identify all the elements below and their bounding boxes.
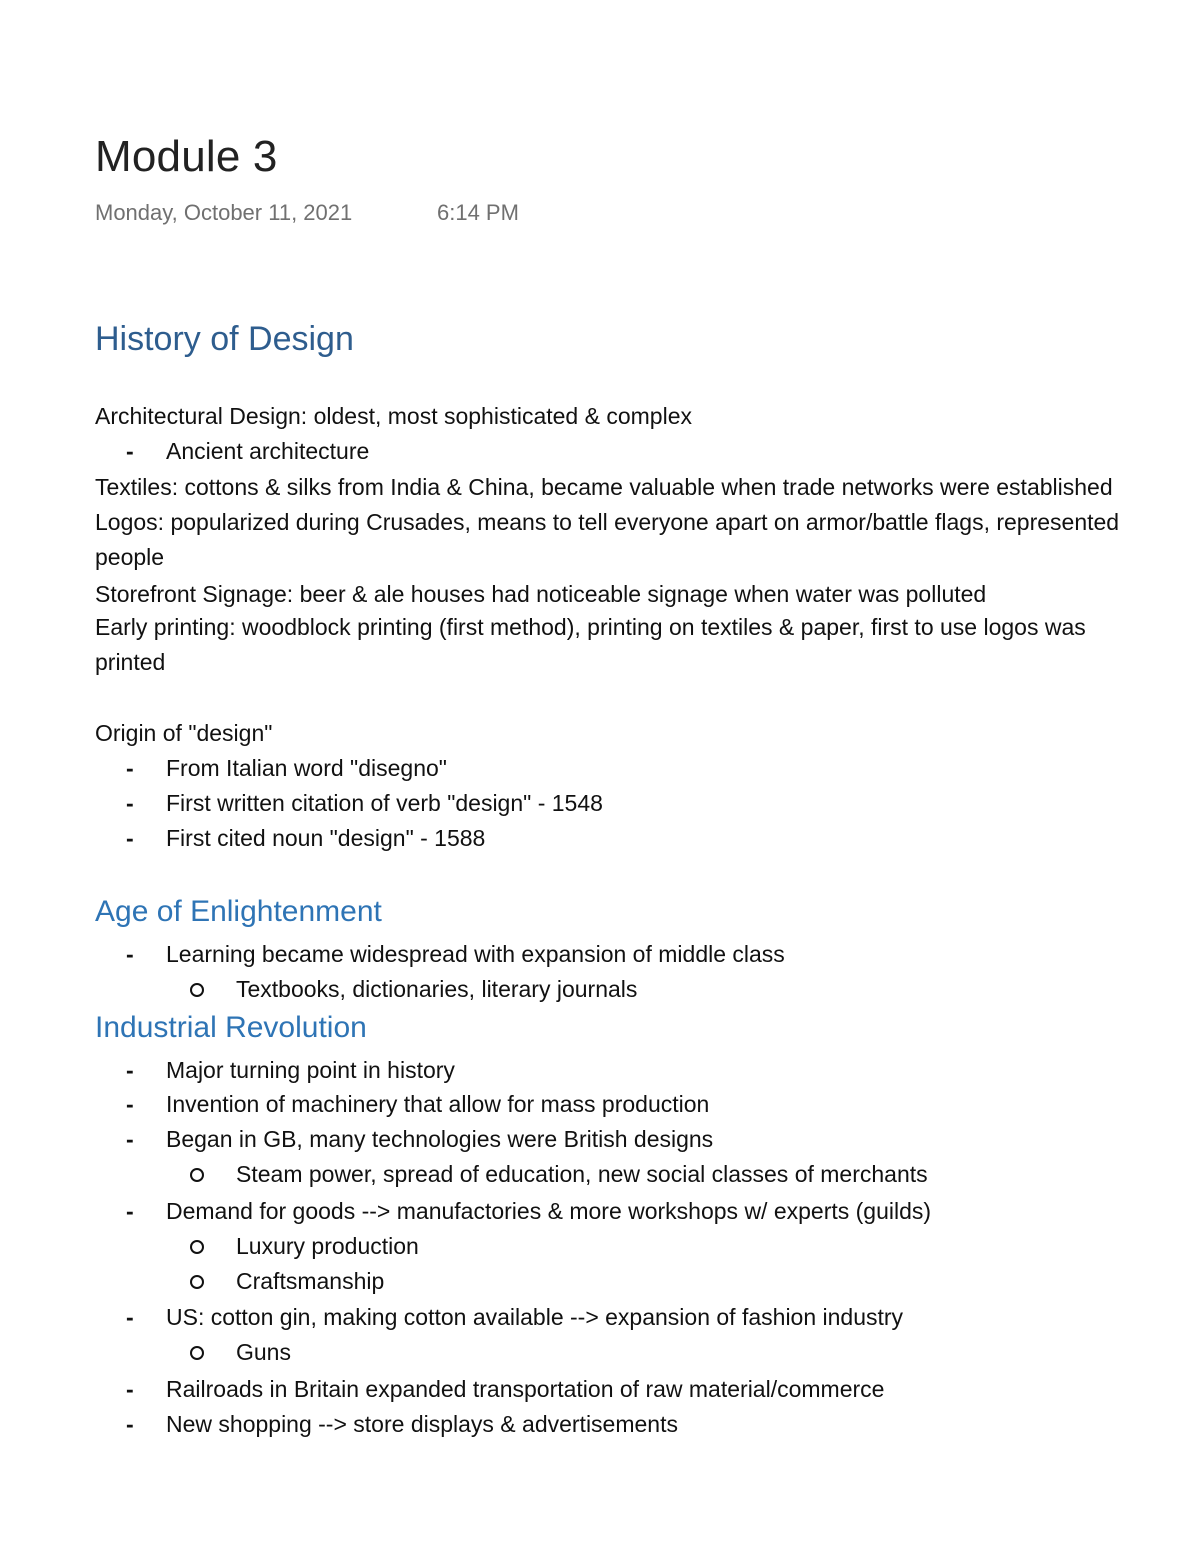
list-item: First cited noun "design" - 1588 [166, 825, 486, 851]
circle-bullet [190, 1240, 204, 1254]
list-item: Learning became widespread with expansion of middle class [166, 941, 785, 967]
line-textiles: Textiles: cottons & silks from India & China, became valuable when trade networks were established [95, 474, 1113, 500]
list-subitem: Craftsmanship [236, 1268, 385, 1294]
list-subitem: Luxury production [236, 1233, 419, 1259]
dash-bullet: - [126, 1376, 134, 1402]
circle-bullet [190, 1346, 204, 1360]
list-subitem: Textbooks, dictionaries, literary journals [236, 976, 638, 1002]
list-item: From Italian word "disegno" [166, 755, 447, 781]
list-item: Railroads in Britain expanded transportation of raw material/commerce [166, 1376, 885, 1402]
dash-bullet: - [126, 438, 134, 464]
dash-bullet: - [126, 825, 134, 851]
dash-bullet: - [126, 1198, 134, 1224]
circle-bullet [190, 1275, 204, 1289]
dash-bullet: - [126, 1057, 134, 1083]
list-item: First written citation of verb "design" - 1548 [166, 790, 603, 816]
line-storefront: Storefront Signage: beer & ale houses had noticeable signage when water was polluted [95, 581, 987, 607]
line-logos-continued: people [95, 544, 165, 570]
list-item: US: cotton gin, making cotton available --> expansion of fashion industry [166, 1304, 904, 1330]
heading-age-of-enlightenment: Age of Enlightenment [95, 895, 382, 928]
dash-bullet: - [126, 1304, 134, 1330]
dash-bullet: - [126, 790, 134, 816]
dash-bullet: - [126, 1411, 134, 1437]
line-architectural: Architectural Design: oldest, most sophisticated & complex [95, 403, 692, 429]
line-printing: Early printing: woodblock printing (first method), printing on textiles & paper, first to use logos was [95, 614, 1086, 640]
dash-bullet: - [126, 941, 134, 967]
line-logos: Logos: popularized during Crusades, means to tell everyone apart on armor/battle flags, represented [95, 509, 1120, 535]
dash-bullet: - [126, 1126, 134, 1152]
line-printing-continued: printed [95, 649, 166, 675]
list-item: Demand for goods --> manufactories & more workshops w/ experts (guilds) [166, 1198, 932, 1224]
list-item-ancient-architecture: Ancient architecture [166, 438, 370, 464]
heading-history-of-design: History of Design [95, 320, 354, 358]
page-title: Module 3 [95, 132, 278, 181]
list-item: New shopping --> store displays & advertisements [166, 1411, 678, 1437]
dash-bullet: - [126, 1091, 134, 1117]
list-item: Invention of machinery that allow for mass production [166, 1091, 710, 1117]
line-origin-of-design: Origin of "design" [95, 720, 273, 746]
list-item: Major turning point in history [166, 1057, 455, 1083]
circle-bullet [190, 983, 204, 997]
dash-bullet: - [126, 755, 134, 781]
circle-bullet [190, 1168, 204, 1182]
list-item: Began in GB, many technologies were British designs [166, 1126, 714, 1152]
list-subitem: Guns [236, 1339, 291, 1365]
heading-industrial-revolution: Industrial Revolution [95, 1011, 367, 1044]
note-time: 6:14 PM [437, 200, 519, 225]
list-subitem: Steam power, spread of education, new social classes of merchants [236, 1161, 928, 1187]
note-date: Monday, October 11, 2021 [95, 200, 353, 225]
